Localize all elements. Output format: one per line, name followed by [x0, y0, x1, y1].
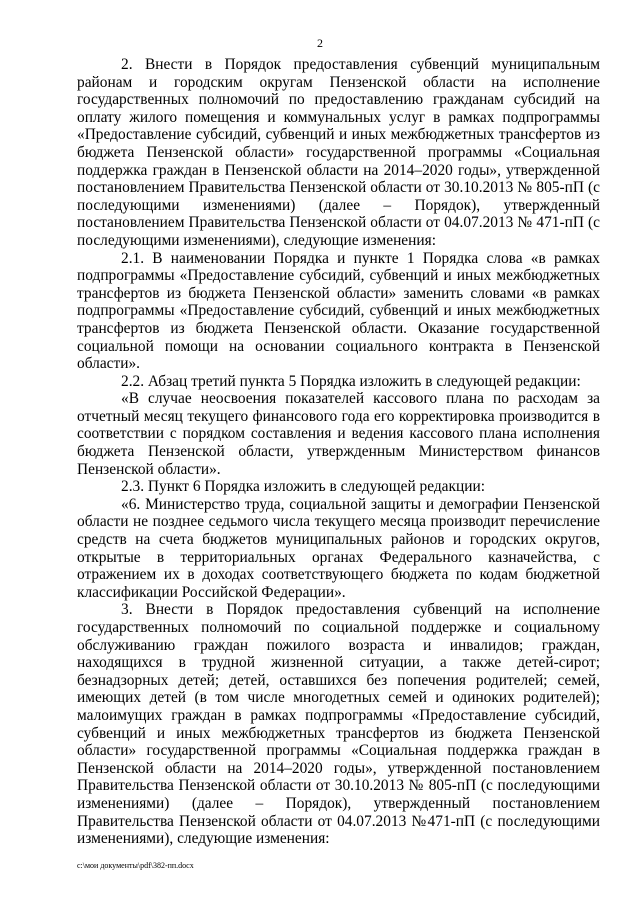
paragraph-item-3: 3. Внести в Порядок предоставления субвенций на исполнение государственных полномочий по социальной поддержке и социальному обслуживанию граждан пожилого возраста и инвалидов; граждан, находящихся в трудной жизненной ситуации, а также детей-сирот; безнадзорных детей; детей, оставшихся без попечения родителей; семей, имеющих детей (в том числе многодетных семей и одиноких родителей); малоимущих граждан в рамках подпрограммы «Предоставление субсидий, субвенций и иных межбюджетных трансфертов из бюджета Пензенской области» государственной программы «Социальная поддержка граждан в Пензенской области на 2014–2020 годы», утвержденной постановлением Правительства Пензенской области от 30.10.2013 № 805-пП (с последующими изменениями) (далее – Порядок), утвержденный постановлением Правительства Пензенской области от 04.07.2013 №471-пП (с последующими изменениями), следующие изменения: [77, 601, 600, 848]
paragraph-quote-2-3: «6. Министерство труда, социальной защиты и демографии Пензенской области не позднее седьмого числа текущего месяца производит перечисление средств на счета бюджетов муниципальных районов и городских округов, открытые в территориальных органах Федерального казначейства, с отражением их в доходах соответствующего бюджета по кодам бюджетной классификации Российской Федерации». [77, 495, 600, 601]
page-number: 2 [317, 36, 323, 50]
paragraph-item-2: 2. Внести в Порядок предоставления субвенций муниципальным районам и городским округам Пензенской области на исполнение государственных полномочий по предоставлению гражданам субсидий на оплату жилого помещения и коммунальных услуг в рамках подпрограммы «Предоставление субсидий, субвенций и иных межбюджетных трансфертов из бюджета Пензенской области» государственной программы «Социальная поддержка граждан в Пензенской области на 2014–2020 годы», утвержденной постановлением Правительства Пензенской области от 30.10.2013 № 805-пП (с последующими изменениями) (далее – Порядок), утвержденный постановлением Правительства Пензенской области от 04.07.2013 № 471-пП (с последующими изменениями), следующие изменения: [77, 56, 600, 249]
document-body [77, 56, 600, 848]
paragraph-item-2-1: 2.1. В наименовании Порядка и пункте 1 Порядка слова «в рамках подпрограммы «Предоставление субсидий, субвенций и иных межбюджетных трансфертов из бюджета Пензенской области» заменить словами «в рамках подпрограммы «Предоставление субсидий, субвенций и иных межбюджетных трансфертов из бюджета Пензенской области. Оказание государственной социальной помощи на основании социального контракта в Пензенской области». [77, 249, 600, 373]
paragraph-quote-2-2: «В случае неосвоения показателей кассового плана по расходам за отчетный месяц текущего финансового года его корректировка производится в соответствии с порядком составления и ведения кассового плана исполнения бюджета Пензенской области, утвержденным Министерством финансов Пензенской области». [77, 390, 600, 478]
paragraph-item-2-3: 2.3. Пункт 6 Порядка изложить в следующей редакции: [121, 478, 485, 496]
footer-file-path: c:\мои документы\pdf\382-пп.docx [77, 861, 194, 870]
paragraph-item-2-2: 2.2. Абзац третий пункта 5 Порядка изложить в следующей редакции: [121, 372, 581, 390]
